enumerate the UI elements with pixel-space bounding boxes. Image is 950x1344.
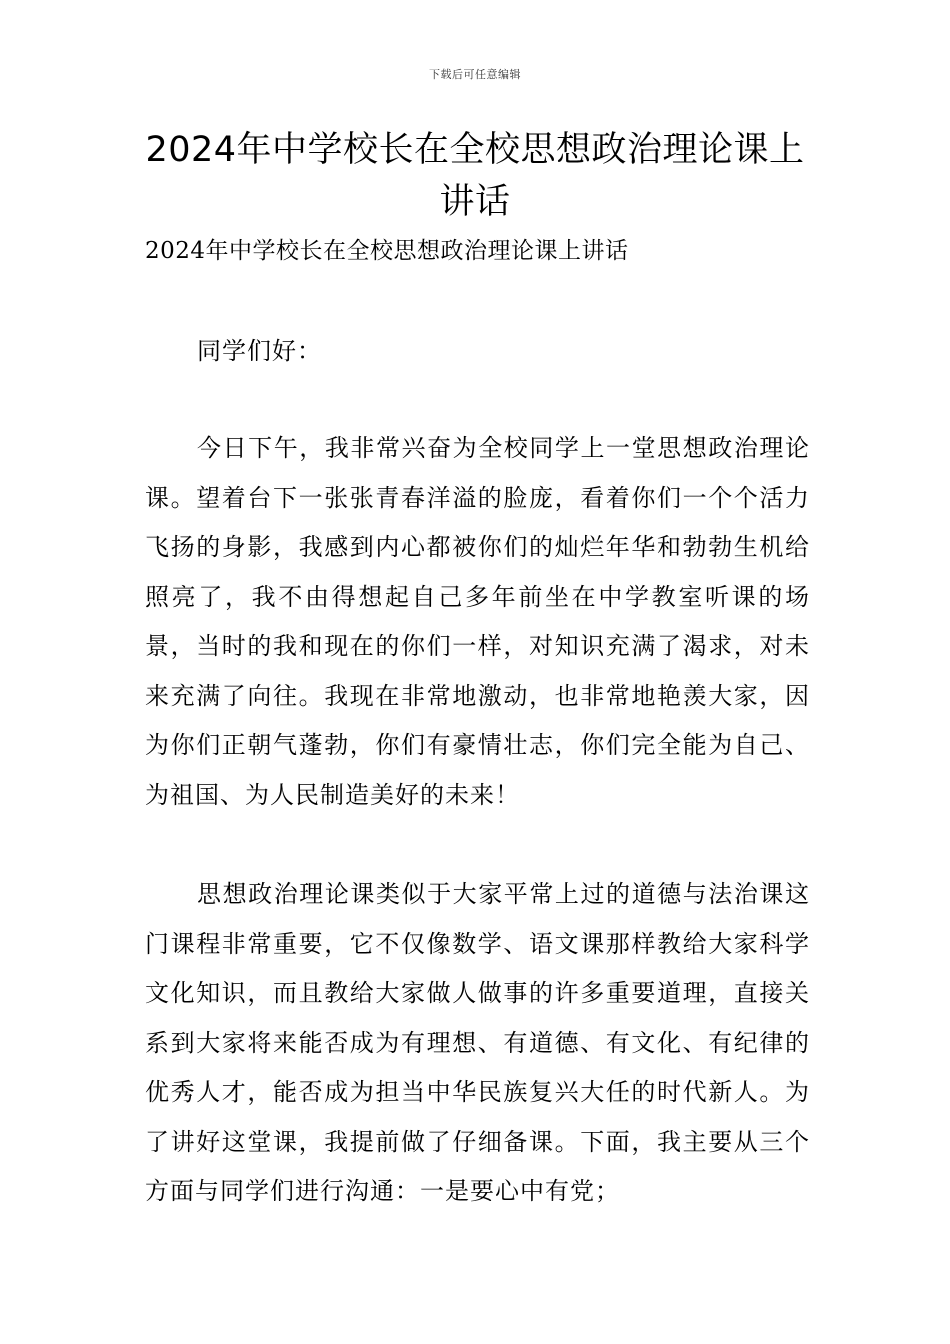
paragraph-2: 思想政治理论课类似于大家平常上过的道德与法治课这门课程非常重要，它不仅像数学、语文课那样教给大家科学文化知识，而且教给大家做人做事的许多重要道理，直接关系到大家将来能否成为有理想、有道德、有文化、有纪律的优秀人才，能否成为担当中华民族复兴大任的时代新人。为了讲好这堂课，我提前做了仔细备课。下面，我主要从三个方面与同学们进行沟通：一是要心中有党；: [145, 880, 810, 1205]
paragraph-1: 今日下午，我非常兴奋为全校同学上一堂思想政治理论课。望着台下一张张青春洋溢的脸庞，看着你们一个个活力飞扬的身影，我感到内心都被你们的灿烂年华和勃勃生机给照亮了，我不由得想起自己多年前坐在中学教室听课的场景，当时的我和现在的你们一样，对知识充满了渴求，对未来充满了向往。我现在非常地激动，也非常地艳羡大家，因为你们正朝气蓬勃，你们有豪情壮志，你们完全能为自己、为祖国、为人民制造美好的未来！: [145, 434, 810, 809]
header-note: 下载后可任意编辑: [429, 68, 521, 81]
greeting: 同学们好：: [197, 337, 322, 365]
document-title: 2024年中学校长在全校思想政治理论课上讲话: [145, 130, 805, 222]
document-subtitle: 2024年中学校长在全校思想政治理论课上讲话: [145, 238, 629, 264]
